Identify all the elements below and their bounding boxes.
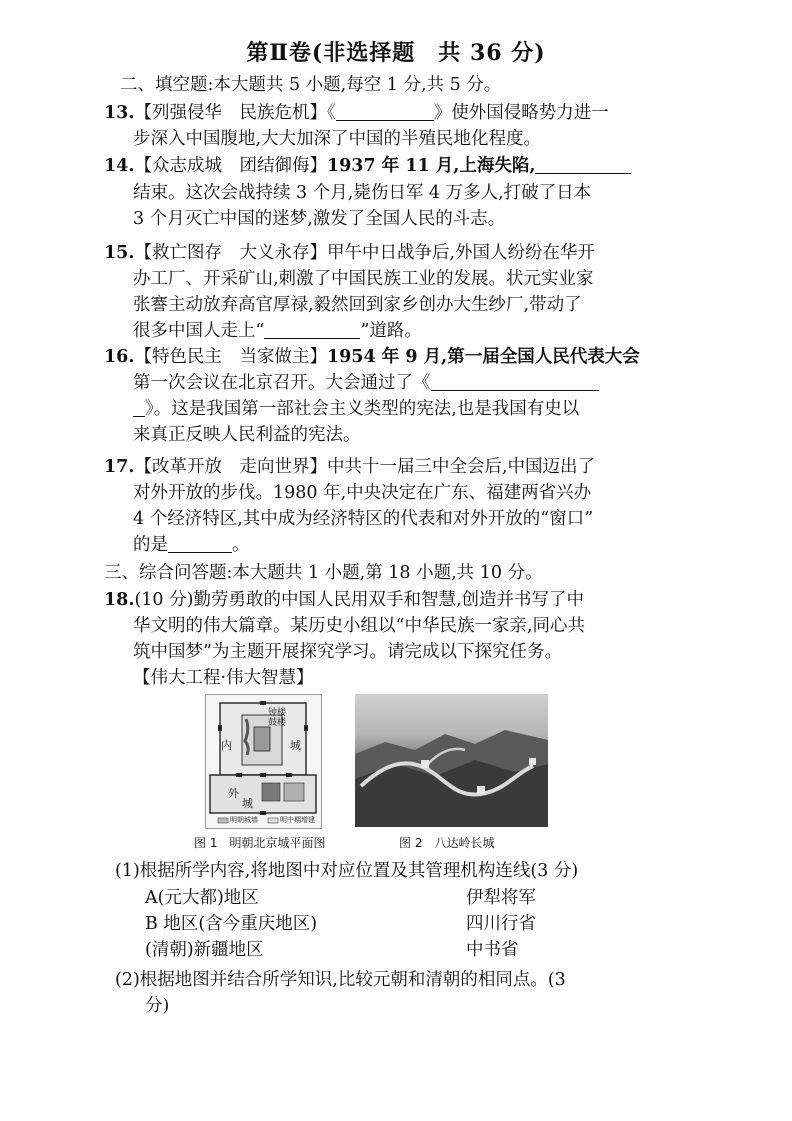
question-18-line-3: 筑中国梦”为主题开展探究学习。请完成以下探究任务。 — [133, 642, 562, 662]
question-16-line-3 — [133, 397, 579, 421]
question-18-number: 18. — [104, 590, 135, 610]
question-14-line-2: 结束。这次会战持续 3 个月,毙伤日军 4 万多人,打破了日本 — [133, 183, 592, 203]
great-wall-photo — [355, 694, 548, 827]
map-label-bell-tower: 钟楼 — [268, 708, 287, 718]
question-18-line-1 — [104, 588, 584, 612]
question-16-line-4: 来真正反映人民利益的宪法。 — [133, 425, 361, 445]
question-16-line-2 — [133, 371, 599, 395]
question-15-line-1 — [104, 241, 595, 265]
question-17-text-a: 中共十一届三中全会后,中国迈出了 — [326, 457, 596, 477]
question-13-number: 13. — [104, 103, 135, 123]
figure-1-caption: 图 1 明朝北京城平面图 — [194, 836, 326, 850]
question-13-line-2: 步深入中国腹地,大大加深了中国的半殖民地化程度。 — [133, 129, 542, 149]
question-16-tag: 【特色民主 当家做主】 — [134, 347, 327, 367]
question-15-text-c: ”道路。 — [360, 321, 422, 341]
figure-2-caption: 图 2 八达岭长城 — [399, 836, 495, 850]
map-legend-2: 明中期增建 — [280, 816, 315, 824]
question-14-blank[interactable] — [535, 155, 631, 174]
match-left-item[interactable]: (清朝)新疆地区 — [145, 940, 264, 960]
question-13-text-a: 《 — [326, 103, 336, 123]
question-18-part-1: (1)根据所学内容,将地图中对应位置及其管理机构连线(3 分) — [115, 861, 579, 881]
question-15-number: 15. — [104, 243, 135, 263]
question-14-line-3: 3 个月灭亡中国的迷梦,激发了全国人民的斗志。 — [133, 209, 506, 229]
question-17-text-c: 。 — [232, 535, 250, 555]
match-left-item[interactable]: A(元大都)地区 — [145, 888, 259, 908]
map-label-city-inner: 城 — [290, 739, 301, 752]
question-16-blank-a[interactable] — [431, 372, 599, 391]
match-right-item[interactable]: 中书省 — [466, 940, 519, 960]
question-18-part-2-line-2: 分) — [145, 996, 170, 1016]
question-15-line-2: 办工厂、开采矿山,刺激了中国民族工业的发展。状元实业家 — [133, 269, 594, 289]
section-3-heading: 三、综合问答题:本大题共 1 小题,第 18 小题,共 10 分。 — [104, 563, 543, 583]
beijing-map-drawing — [206, 695, 321, 828]
question-17-line-3: 4 个经济特区,其中成为经济特区的代表和对外开放的“窗口” — [133, 509, 594, 529]
map-label-inner: 内 — [221, 739, 232, 752]
question-16-number: 16. — [104, 347, 135, 367]
map-label-outer: 外 — [228, 787, 239, 800]
question-13-blank[interactable] — [336, 102, 434, 121]
question-13-line-1 — [104, 101, 609, 125]
question-15-blank[interactable] — [264, 320, 360, 339]
match-left-item[interactable]: B 地区(含今重庆地区) — [145, 914, 318, 934]
question-18-text-a: (10 分)勤劳勇敢的中国人民用双手和智慧,创造并书写了中 — [134, 590, 584, 610]
question-16-line-1 — [104, 345, 640, 369]
question-16-blank-b[interactable] — [133, 398, 145, 417]
section-2-heading: 二、填空题:本大题共 5 小题,每空 1 分,共 5 分。 — [120, 75, 502, 95]
question-18-part-2-line-1: (2)根据地图并结合所学知识,比较元朝和清朝的相同点。(3 — [115, 970, 566, 990]
map-legend-1: 明朝城墙 — [230, 816, 258, 824]
question-15-text-b: 很多中国人走上“ — [133, 321, 265, 341]
question-15-text-a: 甲午中日战争后,外国人纷纷在华开 — [326, 243, 596, 263]
question-15-line-3: 张謇主动放弃高官厚禄,毅然回到家乡创办大生纱厂,带动了 — [133, 295, 582, 315]
question-17-line-4 — [133, 533, 250, 557]
question-14-text-a: 1937 年 11 月,上海失陷, — [326, 156, 536, 176]
question-14-line-1 — [104, 154, 631, 178]
map-label-city-outer: 城 — [242, 797, 253, 810]
beijing-map-figure — [205, 694, 322, 829]
question-13-tag: 【列强侵华 民族危机】 — [134, 103, 327, 123]
question-17-blank[interactable] — [168, 534, 232, 553]
question-16-text-b: 第一次会议在北京召开。大会通过了《 — [133, 373, 431, 393]
question-18-line-2: 华文明的伟大篇章。某历史小组以“中华民族一家亲,同心共 — [133, 616, 586, 636]
question-16-text-c: 》。这是我国第一部社会主义类型的宪法,也是我国有史以 — [145, 399, 580, 419]
question-15-line-4 — [133, 319, 422, 343]
map-label-drum-tower: 鼓楼 — [268, 718, 287, 728]
question-14-number: 14. — [104, 156, 135, 176]
page-title: 第Ⅱ卷(非选择题 共 36 分) — [246, 40, 546, 66]
question-16-text-a: 1954 年 9 月,第一届全国人民代表大会 — [326, 347, 640, 367]
match-right-item[interactable]: 四川行省 — [466, 914, 536, 934]
great-wall-drawing — [355, 694, 548, 827]
question-15-tag: 【救亡图存 大义永存】 — [134, 243, 327, 263]
question-17-line-2: 对外开放的步伐。1980 年,中央决定在广东、福建两省兴办 — [133, 483, 592, 503]
question-17-tag: 【改革开放 走向世界】 — [134, 457, 327, 477]
question-13-text-b: 》使外国侵略势力进一 — [433, 103, 609, 123]
question-17-line-1 — [104, 455, 595, 479]
question-17-number: 17. — [104, 457, 135, 477]
question-14-tag: 【众志成城 团结御侮】 — [134, 156, 327, 176]
match-right-item[interactable]: 伊犁将军 — [466, 888, 536, 908]
question-17-text-b: 的是 — [133, 535, 168, 555]
question-18-subheading: 【伟大工程·伟大智慧】 — [133, 668, 314, 688]
